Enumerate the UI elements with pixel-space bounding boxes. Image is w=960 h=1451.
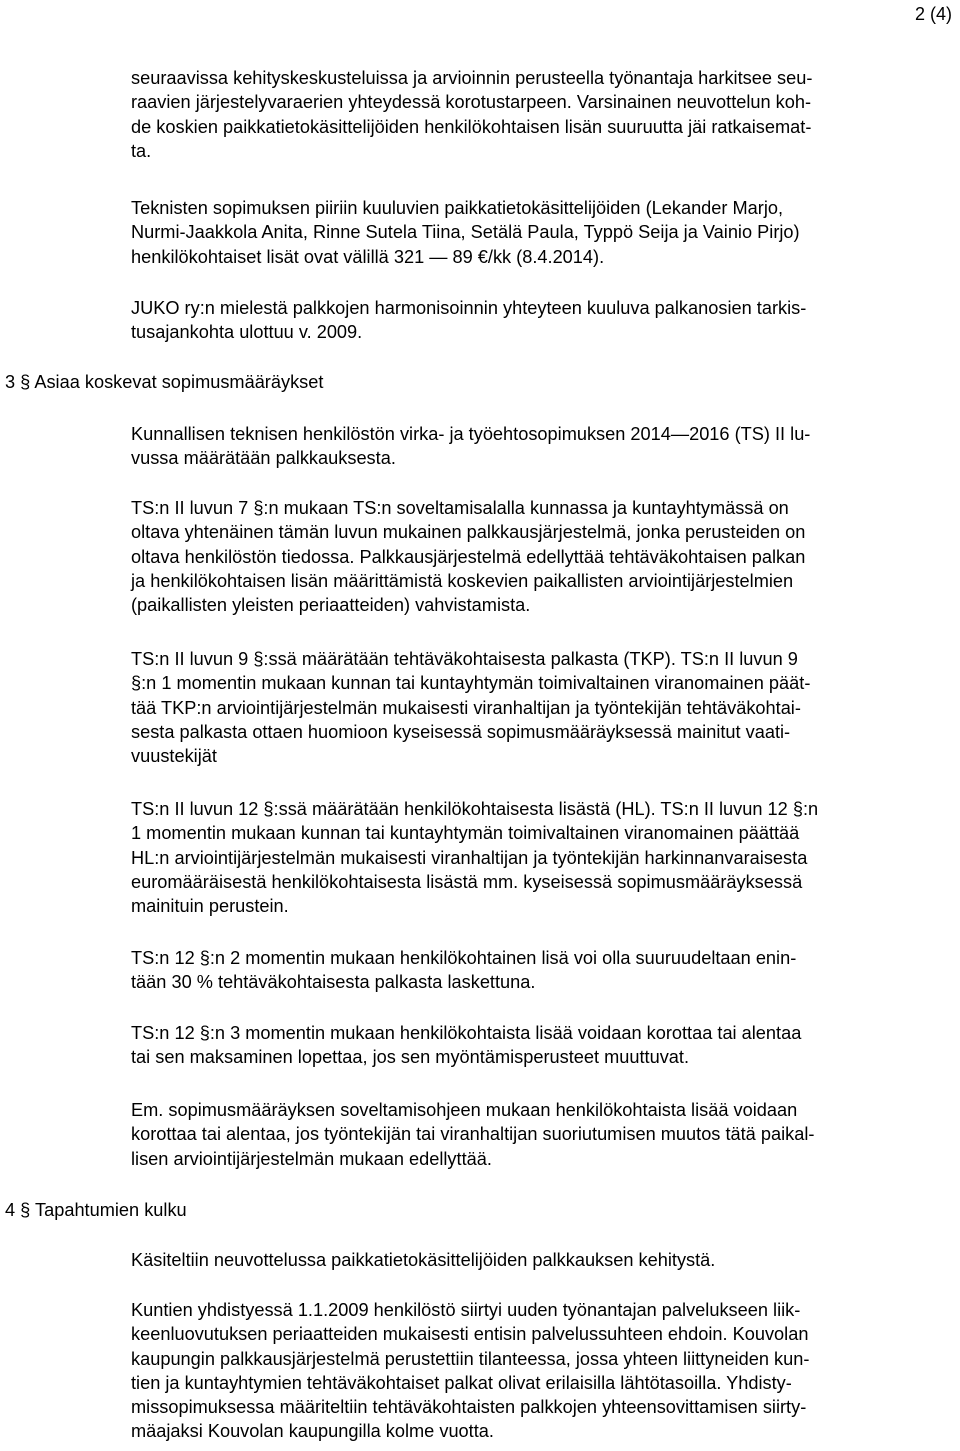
text-line: vussa määrätään palkkauksesta. bbox=[131, 448, 396, 469]
paragraph bbox=[131, 797, 946, 918]
text-line: mainituin perustein. bbox=[131, 896, 289, 917]
page-number: 2 (4) bbox=[914, 4, 952, 24]
paragraph bbox=[131, 647, 946, 768]
text-line: oltava yhtenäinen tämän luvun mukainen palkkausjärjestelmä, jonka perusteiden on bbox=[131, 522, 806, 543]
paragraph bbox=[131, 946, 946, 995]
text-line: sesta palkasta ottaen huomioon kyseisessä sopimusmääräyksessä mainitut vaati- bbox=[131, 721, 791, 742]
text-line: korottaa tai alentaa, jos työntekijän tai viranhaltijan suoriutumisen muutos tätä paikal- bbox=[131, 1124, 815, 1145]
paragraph bbox=[131, 1298, 946, 1444]
text-line: ta. bbox=[131, 140, 152, 161]
text-line: missopimuksessa määriteltiin tehtäväkohtaisten palkkojen yhteensovittamisen siirty- bbox=[131, 1397, 807, 1418]
section-heading: 3 § Asiaa koskevat sopimusmääräykset bbox=[5, 372, 324, 392]
text-line: Kunnallisen teknisen henkilöstön virka- ja työehtosopimuksen 2014—2016 (TS) II lu- bbox=[131, 424, 811, 444]
text-line: mäajaksi Kouvolan kaupungilla kolme vuotta. bbox=[131, 1421, 494, 1442]
section-heading: 4 § Tapahtumien kulku bbox=[5, 1200, 187, 1220]
text-line: (paikallisten yleisten periaatteiden) vahvistamista. bbox=[131, 595, 531, 616]
paragraph bbox=[131, 1248, 946, 1272]
text-line: tai sen maksaminen lopettaa, jos sen myöntämisperusteet muuttuvat. bbox=[131, 1047, 690, 1068]
text-line: de koskien paikkatietokäsittelijöiden henkilökohtaisen lisän suuruutta jäi ratkaisemat- bbox=[131, 116, 812, 137]
text-line: vuustekijät bbox=[131, 746, 217, 767]
text-line: Käsiteltiin neuvottelussa paikkatietokäsittelijöiden palkkauksen kehitystä. bbox=[131, 1250, 716, 1270]
text-line: HL:n arviointijärjestelmän mukaisesti viranhaltijan ja työntekijän harkinnanvaraisesta bbox=[131, 847, 808, 868]
text-line: oltava henkilöstön tiedossa. Palkkausjärjestelmä edellyttää tehtäväkohtaisen palkan bbox=[131, 546, 806, 567]
text-line: ja henkilökohtaisen lisän määrittämistä koskevien paikallisten arviointijärjestelmien bbox=[131, 570, 794, 591]
text-line: raavien järjestelyvaraerien yhteydessä korotustarpeen. Varsinainen neuvottelun koh- bbox=[131, 92, 812, 113]
paragraph bbox=[131, 1021, 946, 1070]
text-line: TS:n 12 §:n 2 momentin mukaan henkilökohtainen lisä voi olla suuruudeltaan enin- bbox=[131, 948, 797, 968]
text-line: 1 momentin mukaan kunnan tai kuntayhtymän toimivaltainen viranomainen päättää bbox=[131, 823, 800, 844]
paragraph bbox=[131, 496, 946, 617]
text-line: seuraavissa kehityskeskusteluissa ja arvioinnin perusteella työnantaja harkitsee seu- bbox=[131, 68, 813, 88]
text-line: tään 30 % tehtäväkohtaisesta palkasta laskettuna. bbox=[131, 972, 536, 993]
text-line: Kuntien yhdistyessä 1.1.2009 henkilöstö siirtyi uuden työnantajan palvelukseen liik- bbox=[131, 1300, 801, 1320]
paragraph bbox=[131, 422, 946, 471]
paragraph bbox=[131, 196, 946, 269]
text-line: tää TKP:n arviointijärjestelmän mukaisesti viranhaltijan ja työntekijän tehtäväkohtai- bbox=[131, 697, 801, 718]
text-line: keenluovutuksen periaatteiden mukaisesti entisin palvelussuhteen ehdoin. Kouvolan bbox=[131, 1324, 809, 1345]
paragraph bbox=[131, 296, 946, 345]
text-line: Teknisten sopimuksen piiriin kuuluvien paikkatietokäsittelijöiden (Lekander Marjo, bbox=[131, 198, 784, 218]
text-line: Em. sopimusmääräyksen soveltamisohjeen mukaan henkilökohtaista lisää voidaan bbox=[131, 1100, 798, 1120]
text-line: tien ja kuntayhtymien tehtäväkohtaiset palkat olivat erilaisilla lähtötasoilla. Yhdisty- bbox=[131, 1372, 792, 1393]
text-line: JUKO ry:n mielestä palkkojen harmonisoinnin yhteyteen kuuluva palkanosien tarkis- bbox=[131, 298, 807, 318]
text-line: euromääräisestä henkilökohtaisesta lisästä mm. kyseisessä sopimusmääräyksessä bbox=[131, 871, 803, 892]
text-line: Nurmi-Jaakkola Anita, Rinne Sutela Tiina, Setälä Paula, Typpö Seija ja Vainio Pirjo) bbox=[131, 222, 800, 243]
text-line: TS:n II luvun 12 §:ssä määrätään henkilökohtaisesta lisästä (HL). TS:n II luvun 12 §:n bbox=[131, 799, 819, 819]
text-line: §:n 1 momentin mukaan kunnan tai kuntayhtymän toimivaltainen viranomainen päät- bbox=[131, 673, 811, 694]
text-line: kaupungin palkkausjärjestelmä perustettiin tilanteessa, jossa yhteen liittyneiden kun- bbox=[131, 1348, 810, 1369]
paragraph bbox=[131, 1098, 946, 1171]
text-line: tusajankohta ulottuu v. 2009. bbox=[131, 322, 363, 343]
text-line: henkilökohtaiset lisät ovat välillä 321 — 89 €/kk (8.4.2014). bbox=[131, 246, 605, 267]
paragraph bbox=[131, 66, 946, 163]
text-line: TS:n II luvun 7 §:n mukaan TS:n soveltamisalalla kunnassa ja kuntayhtymässä on bbox=[131, 498, 789, 518]
text-line: TS:n 12 §:n 3 momentin mukaan henkilökohtaista lisää voidaan korottaa tai alentaa bbox=[131, 1023, 802, 1043]
text-line: TS:n II luvun 9 §:ssä määrätään tehtäväkohtaisesta palkasta (TKP). TS:n II luvun 9 bbox=[131, 649, 798, 669]
text-line: lisen arviointijärjestelmän mukaan edellyttää. bbox=[131, 1148, 492, 1169]
